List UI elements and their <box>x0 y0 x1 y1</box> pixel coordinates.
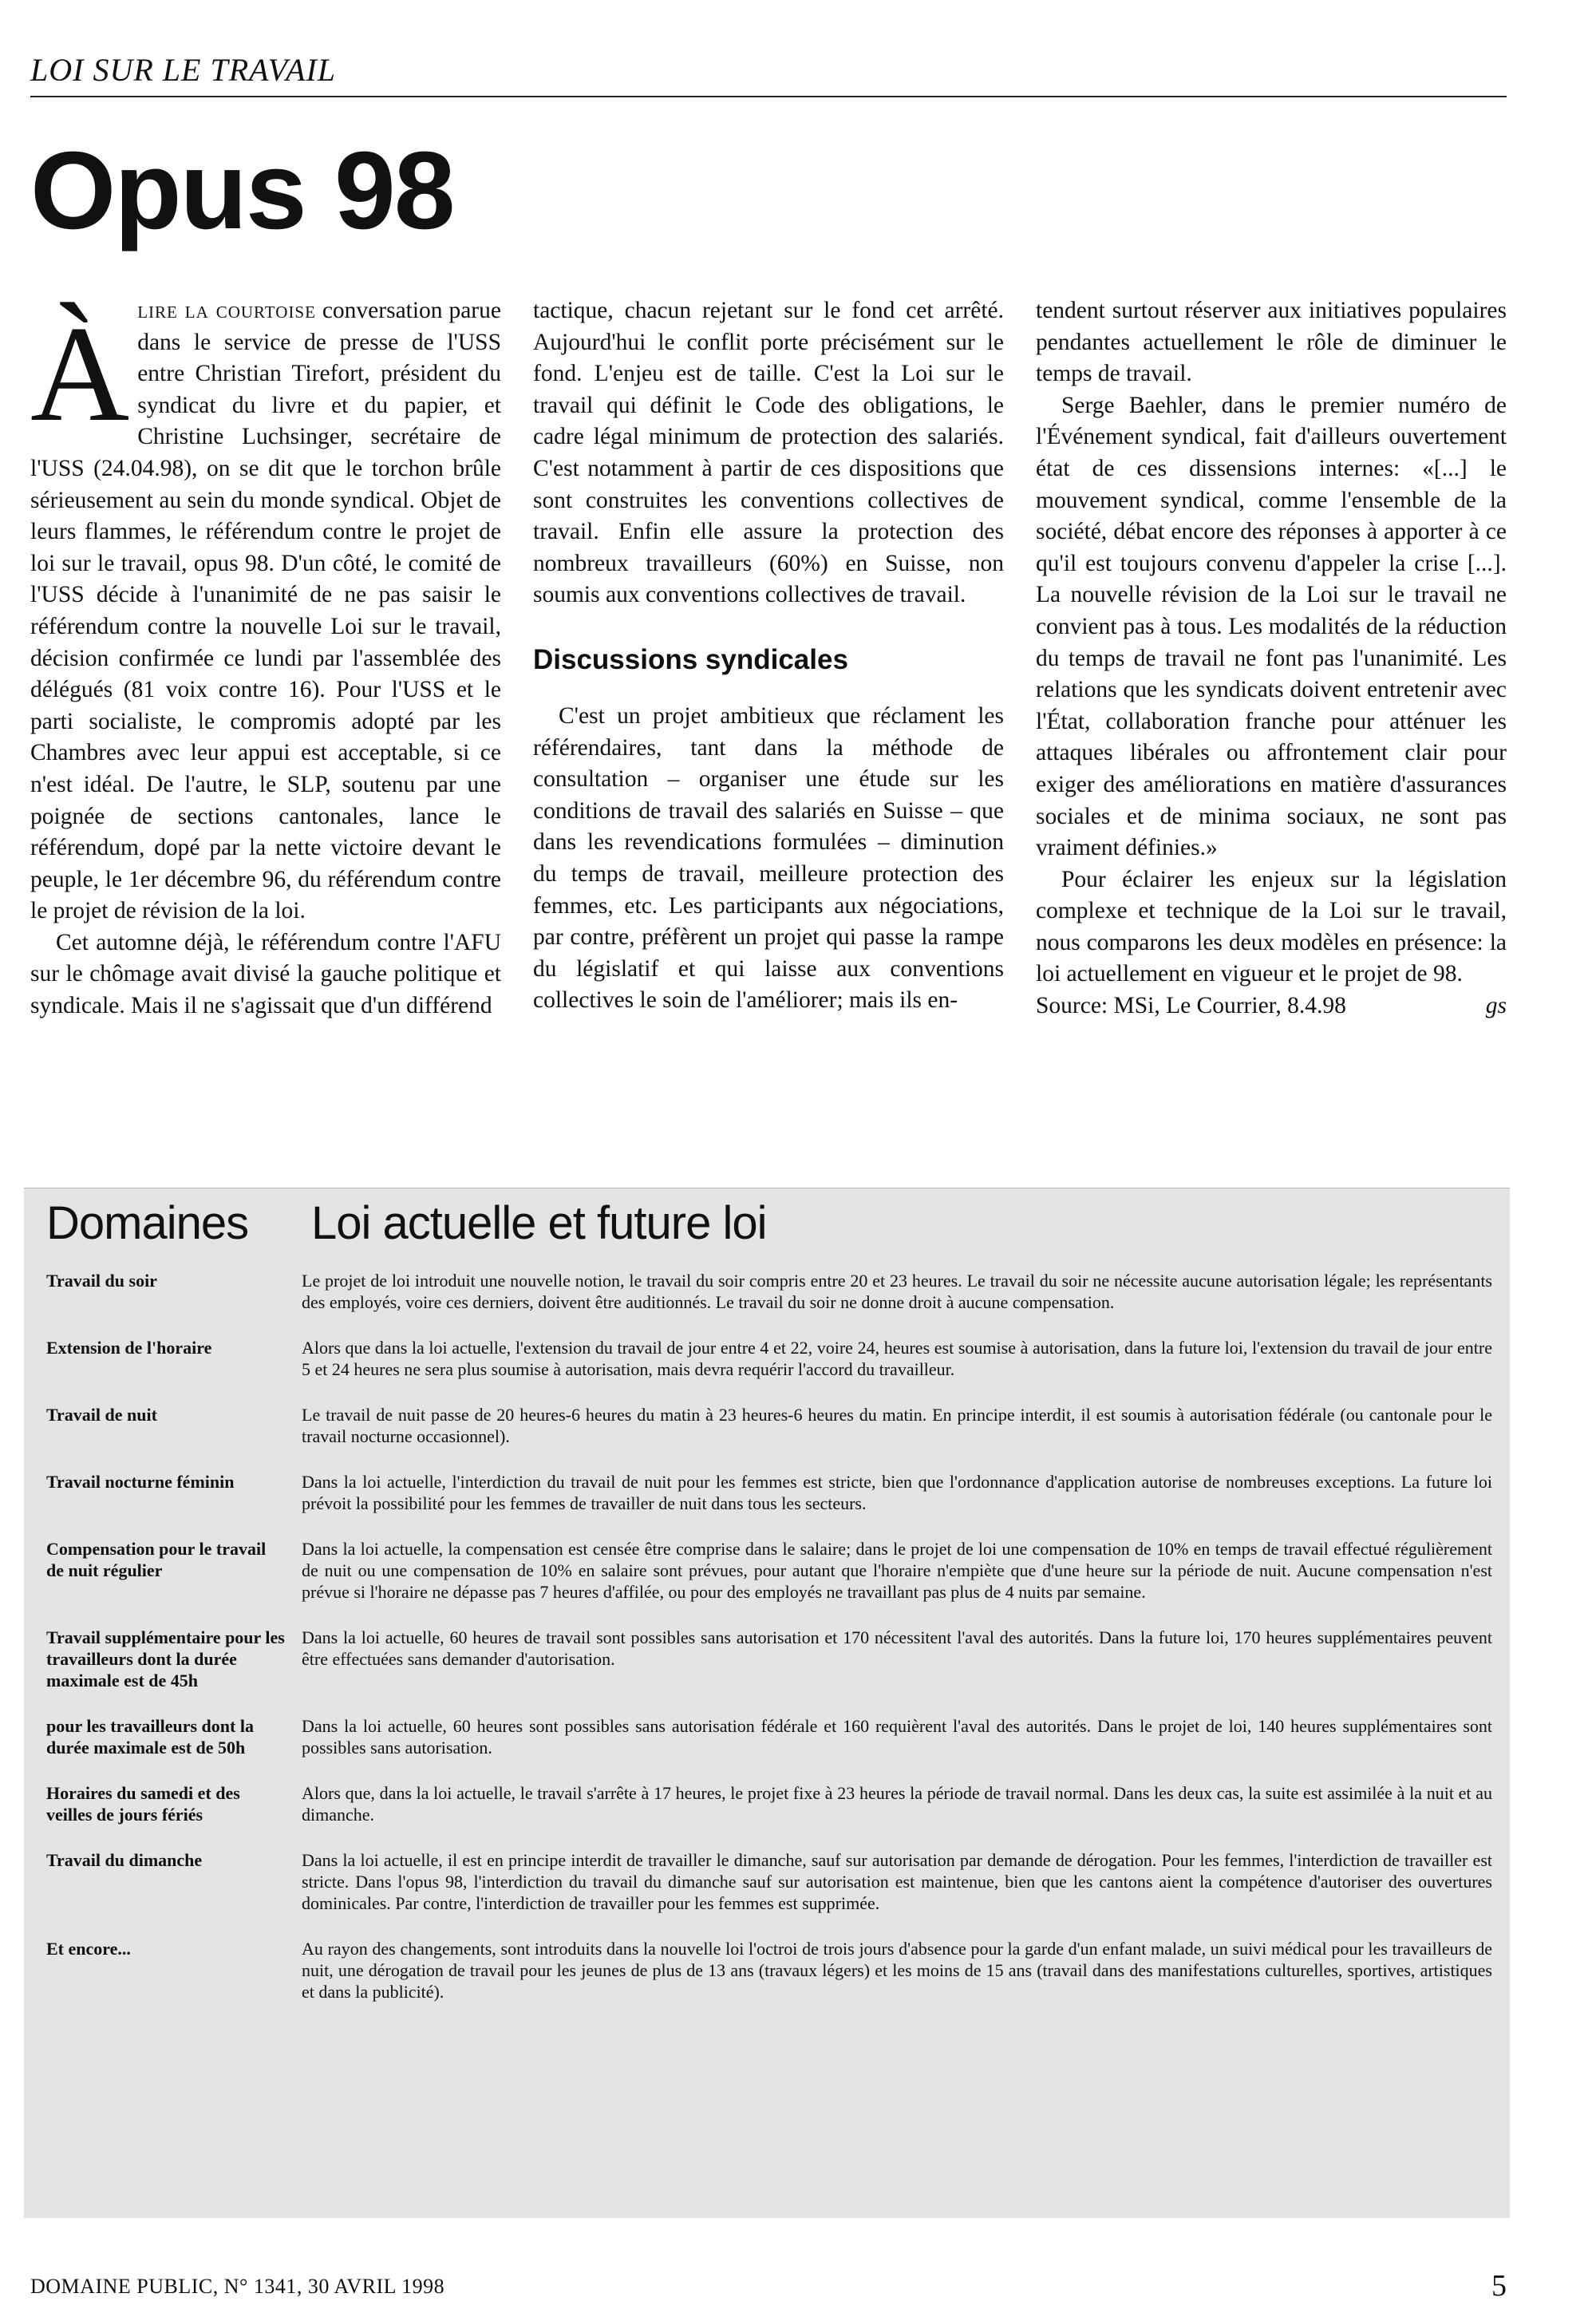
source-line: Source: MSi, Le Courrier, 8.4.98 <box>1036 993 1346 1019</box>
domain-cell: Travail de nuit <box>46 1405 157 1425</box>
comparison-table <box>24 1188 1510 2218</box>
paragraph: Serge Baehler, dans le premier numéro de l'Événement syndical, fait d'ailleurs ouvertement état de ces dissensions internes: «[...] le mouvement syndical, comme l'ensemble de la société, débat encore des réponses à apporter à ce qu'il est toujours convenu d'appeler la crise [...]. La nouvelle révision de la Loi sur le travail ne convient pas à tous. Les modalités de la réduction du temps de travail ne font pas l'unanimité. Les relations que les syndicats doivent entretenir avec l'État, collaboration franche pour atténuer les attaques libérales ou affrontement clair pour exiger des améliorations en matière d'assurances sociales et de minima sociaux, ne sont pas vraiment définies.» <box>1036 392 1507 861</box>
lead-in: lire la courtoise <box>137 298 316 323</box>
domain-cell: Compensation pour le travail de nuit régulier <box>46 1539 267 1580</box>
section-kicker: LOI SUR LE TRAVAIL <box>30 53 1507 97</box>
table-row <box>46 1938 1492 2003</box>
table-row <box>46 1337 1492 1380</box>
table-row <box>46 1471 1492 1514</box>
law-text-cell: Dans la loi actuelle, la compensation est censée être comprise dans le salaire; dans le projet de loi une compensation de 10% en temps de travail effectué régulièrement de nuit ou une compensation de 10% en salaire sont prévues, pour autant que l'horaire n'empiète que d'une heure sur la période de nuit. Aucune compensation n'est prévue si l'horaire ne dépasse pas 7 heures d'affilée, ou pour des employés ne travaillant pas plus de 4 nuits par semaine. <box>302 1539 1492 1602</box>
domain-cell: Et encore... <box>46 1939 131 1959</box>
column-2 <box>533 295 1004 1173</box>
law-text-cell: Dans la loi actuelle, 60 heures sont possibles sans autorisation fédérale et 160 requièrent l'aval des autorités. Dans le projet de loi, 140 heures supplémentaires sont possibles sans autorisation. <box>302 1716 1492 1758</box>
drop-cap: À <box>30 299 130 450</box>
paragraph: C'est un projet ambitieux que réclament les référendaires, tant dans la méthode de consultation – organiser une étude sur les conditions de travail des salariés en Suisse – que dans les revendications formulées – diminution du temps de travail, meilleure protection des femmes, etc. Les participants aux négociations, par contre, préfèrent un projet qui passe la rampe du législatif et qui laisse aux conventions collectives le soin de l'améliorer; mais ils en- <box>533 702 1004 1014</box>
law-text-cell: Le travail de nuit passe de 20 heures-6 heures du matin à 23 heures-6 heures du matin. En principe interdit, il est soumis à autorisation fédérale (ou cantonale pour le travail nocturne occasionnel). <box>302 1405 1492 1446</box>
law-text-cell: Alors que, dans la loi actuelle, le travail s'arrête à 17 heures, le projet fixe à 23 heures la période de travail normal. Dans les deux cas, la suite est assimilée à la nuit et au dimanche. <box>302 1783 1492 1825</box>
table-heading-right: Loi actuelle et future loi <box>311 1197 767 1249</box>
table-rows <box>46 1270 1492 2026</box>
table-row <box>46 1849 1492 1914</box>
table-row <box>46 1270 1492 1313</box>
law-text-cell: Dans la loi actuelle, il est en principe interdit de travailler le dimanche, sauf sur autorisation par demande de dérogation. Pour les femmes, l'interdiction de travailler est stricte. Dans l'opus 98, l'interdiction du travail du dimanche sauf sur autorisation est maintenue, bien que les cantons aient la compétence d'autoriser des ouvertures dominicales. Par contre, l'interdiction de travailler pour les femmes est supprimée. <box>302 1850 1492 1913</box>
subheading: Discussions syndicales <box>533 643 848 675</box>
paragraph: tendent surtout réserver aux initiatives populaires pendantes actuellement le rôle de diminuer le temps de travail. <box>1036 298 1507 387</box>
domain-cell: Extension de l'horaire <box>46 1338 212 1358</box>
law-text-cell: Dans la loi actuelle, 60 heures de travail sont possibles sans autorisation et 170 nécessitent l'aval des autorités. Dans la future loi, 170 heures supplémentaires peuvent être effectuées sans demander d'autorisation. <box>302 1627 1492 1669</box>
page-footer <box>30 2269 1507 2303</box>
table-row <box>46 1538 1492 1603</box>
domain-cell: pour les travailleurs dont la durée maximale est de 50h <box>46 1716 254 1758</box>
table-row <box>46 1715 1492 1758</box>
column-1 <box>30 295 501 1173</box>
column-3 <box>1036 295 1507 1173</box>
domain-cell: Travail du dimanche <box>46 1850 203 1870</box>
paragraph-text: conversation parue dans le service de presse de l'USS entre Christian Tirefort, président du syndicat du livre et du papier, et Christine Luchsinger, secrétaire de l'USS (24.04.98), on se dit que le torchon brûle sérieusement au sein du monde syndical. Objet de leurs flammes, le référendum contre le projet de loi sur le travail, opus 98. D'un côté, le comité de l'USS décide à l'unanimité de ne pas saisir le référendum contre la nouvelle Loi sur le travail, décision confirmée ce lundi par l'assemblée des délégués (81 voix contre 16). Pour l'USS et le parti socialiste, le compromis adopté par les Chambres avec leur appui est acceptable, si ce n'est idéal. De l'autre, le SLP, soutenu par une poignée de sections cantonales, lance le référendum, dopé par la nette victoire devant le peuple, le 1er décembre 96, du référendum contre le projet de révision de la loi. <box>30 298 501 924</box>
domain-cell: Travail supplémentaire pour les travailleurs dont la durée maximale est de 45h <box>46 1627 285 1690</box>
law-text-cell: Au rayon des changements, sont introduits dans la nouvelle loi l'octroi de trois jours d'absence pour la garde d'un enfant malade, un suivi médical pour les travailleurs de nuit, une dérogation de travail pour les jeunes de plus de 13 ans (travaux légers) et les moins de 15 ans (travail dans des manifestations culturelles, sportives, artistiques et dans la publicité). <box>302 1939 1492 2002</box>
table-row <box>46 1782 1492 1825</box>
law-text-cell: Alors que dans la loi actuelle, l'extension du travail de jour entre 4 et 22, voire 24, heures est soumise à autorisation, dans la future loi, l'extension du travail de jour entre 5 et 24 heures ne sera plus soumise à autorisation, mais devra requérir l'accord du travailleur. <box>302 1338 1492 1379</box>
domain-cell: Travail nocturne féminin <box>46 1472 235 1492</box>
law-text-cell: Dans la loi actuelle, l'interdiction du travail de nuit pour les femmes est stricte, bien que l'ordonnance d'application autorise de nombreuses exceptions. La future loi prévoit la possibilité pour les femmes de travailler de nuit dans tous les secteurs. <box>302 1472 1492 1513</box>
law-text-cell: Le projet de loi introduit une nouvelle notion, le travail du soir compris entre 20 et 23 heures. Le travail du soir ne nécessite aucune autorisation légale; les représentants des employés, voire ces derniers, doivent être auditionnés. Le travail du soir ne donne droit à aucune compensation. <box>302 1271 1492 1312</box>
article-title: Opus 98 <box>30 129 454 252</box>
domain-cell: Horaires du samedi et des veilles de jours fériés <box>46 1783 240 1825</box>
paragraph-text: Pour éclairer les enjeux sur la législation complexe et technique de la Loi sur le travail, nous comparons les deux modèles en présence: la loi actuellement en vigueur et le projet de 98. <box>1036 866 1507 987</box>
paragraph <box>30 295 501 927</box>
table-heading-left: Domaines <box>46 1197 249 1249</box>
page-number: 5 <box>1491 2269 1507 2303</box>
table-row <box>46 1627 1492 1691</box>
publication-info: DOMAINE PUBLIC, N° 1341, 30 AVRIL 1998 <box>30 2275 445 2298</box>
paragraph: Cet automne déjà, le référendum contre l'AFU sur le chômage avait divisé la gauche politique et syndicale. Mais il ne s'agissait que d'un différend <box>30 929 501 1019</box>
table-row <box>46 1404 1492 1447</box>
domain-cell: Travail du soir <box>46 1271 157 1291</box>
paragraph: tactique, chacun rejetant sur le fond cet arrêté. Aujourd'hui le conflit porte précisément sur le fond. L'enjeu est de taille. C'est la Loi sur le travail qui définit le Code des obligations, le cadre légal minimum de protection des salariés. C'est notamment à partir de ces dispositions que sont construites les conventions collectives de travail. Enfin elle assure la protection des nombreux travailleurs (60%) en Suisse, non soumis aux conventions collectives de travail. <box>533 298 1004 608</box>
author-signature: gs <box>1485 993 1507 1019</box>
article-body <box>30 295 1507 1173</box>
